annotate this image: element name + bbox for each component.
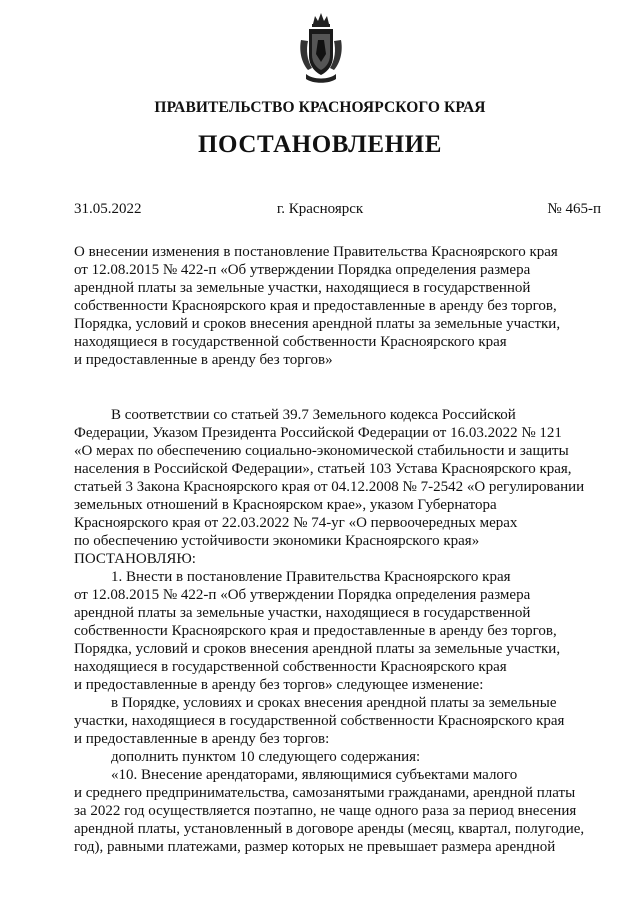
subject-line: арендной платы за земельные участки, находящиеся в государственной — [74, 280, 531, 296]
subject-line: О внесении изменения в постановление Правительства Красноярского края — [74, 244, 558, 260]
body-line: и предоставленные в аренду без торгов» следующее изменение: — [74, 677, 484, 693]
subject-line: собственности Красноярского края и предоставленные в аренду без торгов, — [74, 298, 557, 314]
document-body — [74, 406, 599, 856]
subject-line: и предоставленные в аренду без торгов» — [74, 352, 333, 368]
body-line: дополнить пунктом 10 следующего содержания: — [111, 749, 421, 765]
body-line: собственности Красноярского края и предоставленные в аренду без торгов, — [74, 623, 557, 639]
body-line: «О мерах по обеспечению социально-экономической стабильности и защиты — [74, 443, 569, 459]
subject-line: от 12.08.2015 № 422-п «Об утверждении Порядка определения размера — [74, 262, 531, 278]
body-line: участки, находящиеся в государственной собственности Красноярского края — [74, 713, 565, 729]
document-city: г. Красноярск — [276, 201, 364, 217]
government-title: ПРАВИТЕЛЬСТВО КРАСНОЯРСКОГО КРАЯ — [154, 99, 486, 116]
subject-line: Порядка, условий и сроков внесения арендной платы за земельные участки, — [74, 316, 561, 332]
body-line: по обеспечению устойчивости экономики Красноярского края» — [74, 533, 480, 549]
document-number: № 465-п — [547, 201, 601, 217]
body-line: арендной платы, установленный в договоре аренды (месяц, квартал, полугодие, — [74, 821, 585, 837]
body-line: за 2022 год осуществляется поэтапно, не чаще одного раза за период внесения — [74, 803, 577, 819]
document-type-title: ПОСТАНОВЛЕНИЕ — [197, 131, 443, 158]
body-line: Порядка, условий и сроков внесения арендной платы за земельные участки, — [74, 641, 561, 657]
body-line: находящиеся в государственной собственности Красноярского края — [74, 659, 507, 675]
body-line: В соответствии со статьей 39.7 Земельного кодекса Российской — [111, 407, 516, 423]
body-line: и среднего предпринимательства, самозанятыми гражданами, арендной платы — [74, 785, 576, 801]
subject-line: находящиеся в государственной собственности Красноярского края — [74, 334, 507, 350]
body-line: статьей 3 Закона Красноярского края от 04.12.2008 № 7-2542 «О регулировании — [74, 479, 585, 495]
body-line: в Порядке, условиях и сроках внесения арендной платы за земельные — [111, 695, 557, 711]
body-line: «10. Внесение арендаторами, являющимися субъектами малого — [111, 767, 518, 783]
document-date: 31.05.2022 — [74, 201, 142, 217]
body-line: Красноярского края от 22.03.2022 № 74-уг «О первоочередных мерах — [74, 515, 518, 531]
body-line: 1. Внести в постановление Правительства Красноярского края — [111, 569, 511, 585]
body-line: Федерации, Указом Президента Российской Федерации от 16.03.2022 № 121 — [74, 425, 562, 441]
body-line: и предоставленные в аренду без торгов: — [74, 731, 330, 747]
body-line: земельных отношений в Красноярском крае», указом Губернатора — [74, 497, 497, 513]
coat-of-arms-icon — [298, 10, 344, 86]
body-line: ПОСТАНОВЛЯЮ: — [74, 551, 196, 567]
body-line: от 12.08.2015 № 422-п «Об утверждении Порядка определения размера — [74, 587, 531, 603]
document-subject — [74, 243, 599, 369]
body-line: арендной платы за земельные участки, находящиеся в государственной — [74, 605, 531, 621]
body-line: год), равными платежами, размер которых не превышает размера арендной — [74, 839, 556, 855]
body-line: населения в Российской Федерации», статьей 103 Устава Красноярского края, — [74, 461, 572, 477]
